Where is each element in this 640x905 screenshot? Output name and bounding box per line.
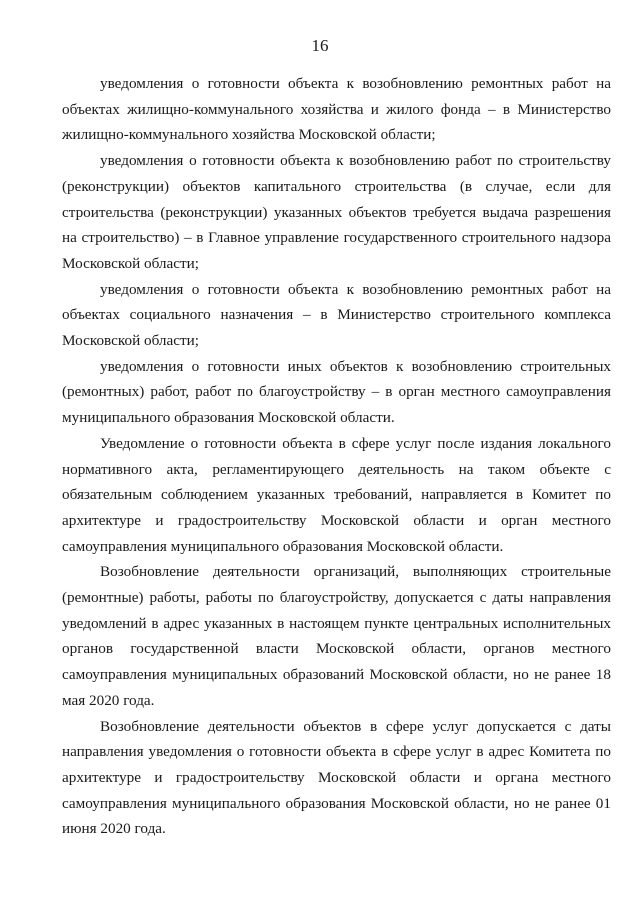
paragraph-services-resumption: Возобновление деятельности объектов в сфере услуг допускается с даты направления уведомления о готовности объекта в сфере услуг в адрес Комитета по архитектуре и градостроительству Московской области и органа местного самоуправления муниципального образования Московской области, но не ранее 01 июня 2020 года. bbox=[62, 717, 611, 838]
paragraph-notice-social: уведомления о готовности объекта к возобновлению ремонтных работ на объектах социального назначения – в Министерство строительного комплекса Московской области; bbox=[62, 280, 611, 350]
page-number: 16 bbox=[311, 36, 329, 55]
paragraph-notice-construction: уведомления о готовности объекта к возобновлению работ по строительству (реконструкции) объектов капитального строительства (в случае, если для строительства (реконструкции) указанных объектов требуется выдача разрешения на строительство) – в Главное управление государственного строительного надзора Московской области; bbox=[62, 152, 611, 272]
paragraph-notice-housing: уведомления о готовности объекта к возобновлению ремонтных работ на объектах жилищно-коммунального хозяйства и жилого фонда – в Министерство жилищно-коммунального хозяйства Московской области; bbox=[62, 75, 611, 144]
paragraph-notice-other: уведомления о готовности иных объектов к возобновлению строительных (ремонтных) работ, работ по благоустройству – в орган местного самоуправления муниципального образования Московской области. bbox=[62, 357, 611, 427]
paragraph-construction-resumption: Возобновление деятельности организаций, выполняющих строительные (ремонтные) работы, работы по благоустройству, допускается с даты направления уведомлений в адрес указанных в настоящем пункте центральных исполнительных органов государственной власти Московской области, органов местного самоуправления муниципальных образований Московской области, но не ранее 18 мая 2020 года. bbox=[62, 563, 611, 709]
document-body bbox=[62, 71, 611, 842]
paragraph-services-notice: Уведомление о готовности объекта в сфере услуг после издания локального нормативного акта, регламентирующего деятельность на таком объекте с обязательным соблюдением указанных требований, направляется в Комитет по архитектуре и градостроительству Московской области и орган местного самоуправления муниципального образования Московской области. bbox=[62, 434, 611, 555]
